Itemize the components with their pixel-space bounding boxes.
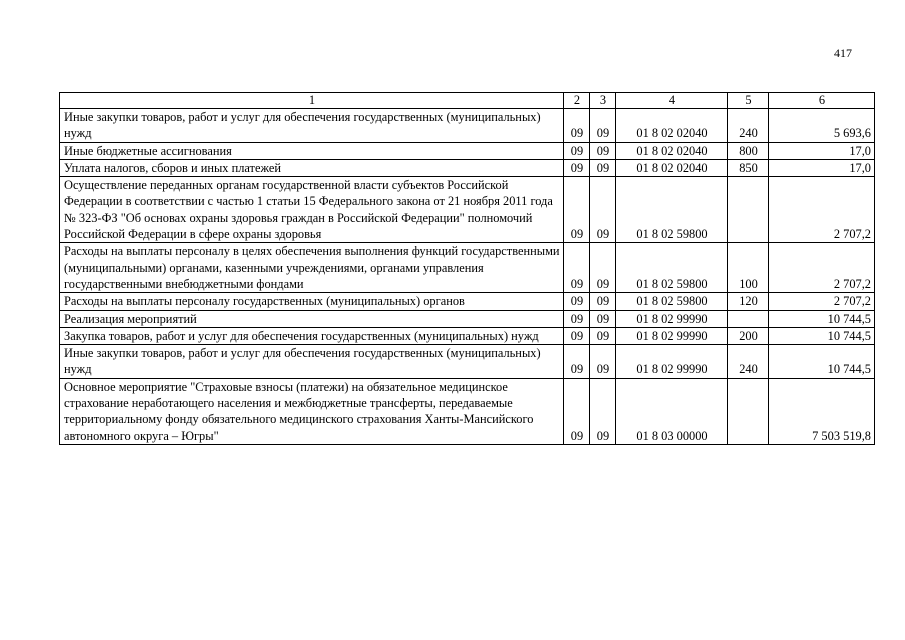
row-name: Иные бюджетные ассигнования: [60, 142, 564, 159]
table-row: [60, 159, 875, 176]
row-section: 09: [564, 177, 590, 243]
row-amount: 7 503 519,8: [769, 378, 875, 444]
table-header-row: [60, 93, 875, 109]
row-target-article: 01 8 02 02040: [616, 109, 728, 143]
row-target-article: 01 8 02 99990: [616, 310, 728, 327]
row-section: 09: [564, 327, 590, 344]
row-amount: 2 707,2: [769, 293, 875, 310]
table-row: [60, 177, 875, 243]
row-target-article: 01 8 02 99990: [616, 345, 728, 379]
row-expense-type: 100: [728, 243, 769, 293]
row-expense-type: 200: [728, 327, 769, 344]
row-subsection: 09: [590, 378, 616, 444]
row-expense-type: 240: [728, 345, 769, 379]
row-section: 09: [564, 293, 590, 310]
row-target-article: 01 8 02 59800: [616, 177, 728, 243]
budget-table: [59, 92, 875, 445]
row-amount: 10 744,5: [769, 345, 875, 379]
row-amount: 2 707,2: [769, 177, 875, 243]
row-section: 09: [564, 109, 590, 143]
table-row: [60, 378, 875, 444]
row-expense-type: [728, 177, 769, 243]
row-expense-type: [728, 378, 769, 444]
header-col-4: 4: [616, 93, 728, 109]
row-name: Уплата налогов, сборов и иных платежей: [60, 159, 564, 176]
header-col-5: 5: [728, 93, 769, 109]
row-section: 09: [564, 345, 590, 379]
row-subsection: 09: [590, 142, 616, 159]
row-subsection: 09: [590, 109, 616, 143]
row-name: Осуществление переданных органам государственной власти субъектов Российской Федерации в соответствии с частью 1 статьи 15 Федерального закона от 21 ноября 2011 года № 323-ФЗ "Об основах охраны здоровья граждан в Российской Федерации" полномочий Российской Федерации в сфере охраны здоровья: [60, 177, 564, 243]
row-target-article: 01 8 02 59800: [616, 243, 728, 293]
header-col-6: 6: [769, 93, 875, 109]
table-row: [60, 345, 875, 379]
row-expense-type: 240: [728, 109, 769, 143]
row-target-article: 01 8 02 02040: [616, 142, 728, 159]
table-row: [60, 293, 875, 310]
row-section: 09: [564, 243, 590, 293]
row-subsection: 09: [590, 310, 616, 327]
row-amount: 10 744,5: [769, 327, 875, 344]
header-col-3: 3: [590, 93, 616, 109]
table-row: [60, 243, 875, 293]
row-subsection: 09: [590, 345, 616, 379]
row-expense-type: [728, 310, 769, 327]
row-amount: 17,0: [769, 142, 875, 159]
row-amount: 17,0: [769, 159, 875, 176]
row-expense-type: 800: [728, 142, 769, 159]
row-name: Расходы на выплаты персоналу государственных (муниципальных) органов: [60, 293, 564, 310]
page-number: 417: [834, 46, 852, 60]
row-subsection: 09: [590, 327, 616, 344]
table-row: [60, 310, 875, 327]
row-target-article: 01 8 03 00000: [616, 378, 728, 444]
row-subsection: 09: [590, 243, 616, 293]
header-col-2: 2: [564, 93, 590, 109]
row-amount: 2 707,2: [769, 243, 875, 293]
row-expense-type: 120: [728, 293, 769, 310]
row-section: 09: [564, 142, 590, 159]
table-row: [60, 327, 875, 344]
row-target-article: 01 8 02 99990: [616, 327, 728, 344]
row-amount: 10 744,5: [769, 310, 875, 327]
row-subsection: 09: [590, 159, 616, 176]
table-row: [60, 109, 875, 143]
row-name: Закупка товаров, работ и услуг для обеспечения государственных (муниципальных) нужд: [60, 327, 564, 344]
row-amount: 5 693,6: [769, 109, 875, 143]
table-row: [60, 142, 875, 159]
row-name: Иные закупки товаров, работ и услуг для обеспечения государственных (муниципальных) нужд: [60, 109, 564, 143]
row-section: 09: [564, 159, 590, 176]
header-col-1: 1: [60, 93, 564, 109]
row-section: 09: [564, 378, 590, 444]
row-subsection: 09: [590, 293, 616, 310]
row-section: 09: [564, 310, 590, 327]
row-name: Расходы на выплаты персоналу в целях обеспечения выполнения функций государственными (муниципальными) органами, казенными учреждениями, органами управления государственными внебюджетными фондами: [60, 243, 564, 293]
row-name: Основное мероприятие "Страховые взносы (платежи) на обязательное медицинское страхование неработающего населения и межбюджетные трансферты, передаваемые территориальному фонду обязательного медицинского страхования Ханты-Мансийского автономного округа – Югры": [60, 378, 564, 444]
row-subsection: 09: [590, 177, 616, 243]
row-name: Реализация мероприятий: [60, 310, 564, 327]
row-target-article: 01 8 02 59800: [616, 293, 728, 310]
row-name: Иные закупки товаров, работ и услуг для обеспечения государственных (муниципальных) нужд: [60, 345, 564, 379]
row-target-article: 01 8 02 02040: [616, 159, 728, 176]
row-expense-type: 850: [728, 159, 769, 176]
